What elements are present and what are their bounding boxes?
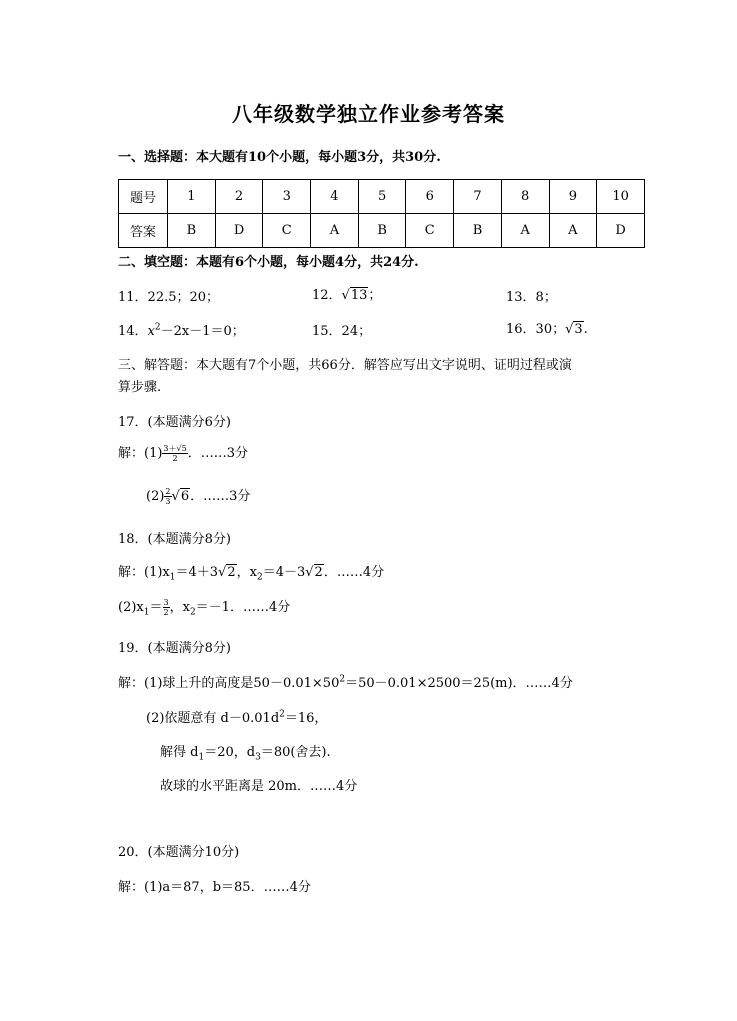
section2-heading — [118, 251, 419, 270]
q18-part2-mid: ，x — [169, 600, 190, 615]
q19-line3-prefix: 解得 d — [160, 745, 199, 760]
table-cell: 1 — [168, 180, 216, 214]
radicand: 13 — [350, 288, 368, 303]
section2-heading-text: 二、填空题：本题有6个小题，每小题4分，共24分. — [118, 255, 419, 270]
q19-line3 — [160, 741, 331, 763]
table-cell: 9 — [549, 180, 597, 214]
sqrt-symbol: √2 — [218, 565, 236, 580]
table-cell: 2 — [215, 180, 263, 214]
denominator: 2 — [163, 608, 169, 617]
table-cell: 4 — [311, 180, 359, 214]
table-cell: B — [168, 214, 216, 248]
answer-14-prefix: 14． — [118, 324, 148, 339]
subscript: 2 — [189, 607, 196, 618]
table-cell: 7 — [454, 180, 502, 214]
table-cell: D — [597, 214, 645, 248]
q17-part2-suffix: ．……3分 — [190, 489, 251, 504]
section1-heading: 一、选择题：本大题有10个小题，每小题3分，共30分. — [118, 150, 441, 165]
table-row-answers — [119, 214, 645, 248]
subscript: 1 — [143, 607, 150, 618]
q17-part1-suffix: ．……3分 — [187, 446, 248, 461]
answer-14-rest: －2x－1＝0； — [160, 324, 245, 339]
answer-12-suffix: ； — [368, 288, 382, 303]
answer-14 — [118, 320, 245, 339]
numerator: 3 — [163, 598, 169, 607]
q19-line2-prefix: (2)依题意有 d－0.01d — [146, 711, 280, 726]
q17-part2 — [146, 485, 250, 506]
answer-11: 11．22.5；20； — [118, 290, 220, 305]
table-cell: C — [406, 214, 454, 248]
q18-part2 — [118, 596, 290, 618]
answer-12-prefix: 12． — [312, 288, 342, 303]
q20-line1: 解：(1)a＝87，b＝85．……4分 — [118, 880, 311, 895]
q19-line4: 故球的水平距离是 20m．……4分 — [160, 779, 358, 794]
radicand: 2 — [314, 565, 323, 580]
answer-table — [118, 179, 645, 248]
exponent: 2 — [339, 674, 346, 685]
denominator: 2 — [172, 454, 178, 463]
answer-12 — [312, 284, 381, 303]
answer-13: 13．8； — [506, 290, 557, 305]
q18-part2-prefix: (2)x — [118, 600, 144, 615]
q19-line3-mid: ＝20，d — [204, 745, 256, 760]
table-cell: 5 — [358, 180, 406, 214]
table-cell: D — [215, 214, 263, 248]
numerator: 3＋√5 — [163, 444, 187, 453]
section3-heading-line2: 算步骤. — [118, 380, 162, 395]
radicand: 6 — [180, 489, 190, 504]
subscript: 1 — [169, 572, 176, 583]
radicand: 2 — [227, 565, 236, 580]
q19-line2-suffix: ＝16， — [284, 711, 328, 726]
variable-x: x — [147, 324, 155, 339]
answer-16-suffix: . — [583, 322, 588, 337]
table-cell: A — [501, 214, 549, 248]
subscript: 2 — [256, 572, 263, 583]
q18-part2-suffix: ＝－1．……4分 — [195, 600, 291, 615]
fraction — [162, 444, 187, 463]
table-cell: 6 — [406, 180, 454, 214]
table-cell: 3 — [263, 180, 311, 214]
sqrt-symbol: √13 — [341, 288, 368, 303]
section3-heading-line1: 三、解答题：本大题有7个小题，共66分．解答应写出文字说明、证明过程或演 — [118, 358, 572, 373]
q18-part1-mid3: ＝4－3 — [262, 565, 306, 580]
subscript: 1 — [198, 752, 205, 763]
q19-line1-suffix: ＝50－0.01×2500＝25(m)．……4分 — [345, 676, 573, 691]
table-cell: 8 — [501, 180, 549, 214]
exponent: 2 — [154, 322, 161, 333]
q18-part1-prefix: 解：(1)x — [118, 565, 170, 580]
table-cell: 10 — [597, 180, 645, 214]
q18-part1-mid2: ，x — [236, 565, 257, 580]
q18-part2-eq: ＝ — [149, 600, 163, 615]
q17-title: 17．(本题满分6分) — [118, 415, 231, 430]
q19-title: 19．(本题满分8分) — [118, 641, 231, 656]
q18-title: 18．(本题满分8分) — [118, 532, 231, 547]
q18-part1-suffix: ．……4分 — [323, 565, 385, 580]
page-title: 八年级数学独立作业参考答案 — [232, 102, 505, 126]
sqrt-symbol: √6 — [171, 489, 190, 504]
q20-title: 20．(本题满分10分) — [118, 845, 240, 860]
row-label-question: 题号 — [119, 180, 168, 214]
row-label-answer: 答案 — [119, 214, 168, 248]
q18-part1 — [118, 561, 384, 583]
q19-line1 — [118, 672, 573, 691]
table-cell: B — [454, 214, 502, 248]
subscript: 3 — [255, 752, 261, 763]
sqrt-symbol: √3 — [565, 322, 583, 337]
table-row-numbers — [119, 180, 645, 214]
q17-part1 — [118, 442, 248, 463]
numerator: 2 — [165, 487, 171, 496]
q19-line3-suffix: ＝80(舍去). — [260, 745, 331, 760]
answer-16-prefix: 16．30； — [506, 322, 566, 337]
table-cell: A — [311, 214, 359, 248]
answer-15: 15．24； — [312, 324, 372, 339]
table-cell: B — [358, 214, 406, 248]
fraction — [163, 598, 170, 617]
q19-line2 — [146, 707, 327, 726]
q19-line1-prefix: 解：(1)球上升的高度是50－0.01×50 — [118, 676, 340, 691]
answer-16 — [506, 318, 588, 337]
q17-part2-prefix: (2) — [146, 489, 165, 504]
denominator: 3 — [165, 497, 171, 506]
sqrt-symbol: √2 — [305, 565, 323, 580]
q18-part1-mid1: ＝4＋3 — [175, 565, 219, 580]
radicand: 3 — [574, 322, 583, 337]
table-cell: A — [549, 214, 597, 248]
fraction — [164, 487, 171, 506]
q17-part1-prefix: 解：(1) — [118, 446, 163, 461]
table-cell: C — [263, 214, 311, 248]
exponent: 2 — [279, 709, 285, 720]
